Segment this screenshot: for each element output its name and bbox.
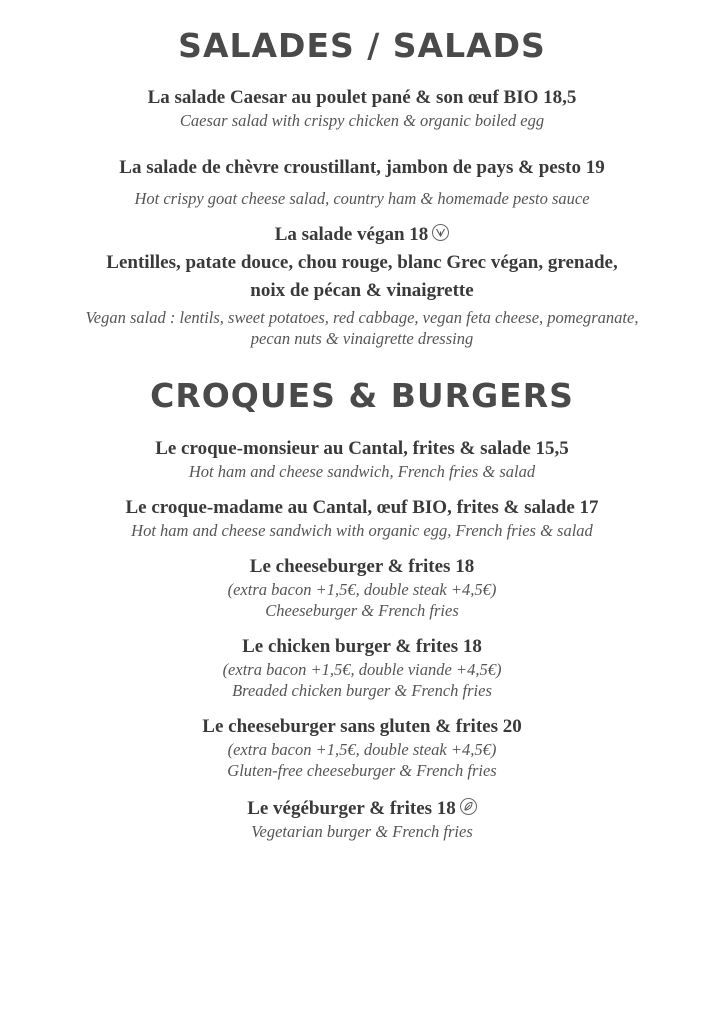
item-name-text: Le végéburger & frites 18 xyxy=(247,798,456,819)
item-name: Le cheeseburger & frites 18 xyxy=(249,556,475,577)
item-description: Caesar salad with crispy chicken & organic boiled egg xyxy=(179,111,545,130)
section-title-salads: SALADES / SALADS xyxy=(178,26,546,65)
menu-item-cheeseburger xyxy=(0,555,724,621)
item-description: Hot ham and cheese sandwich with organic egg, French fries & salad xyxy=(131,521,593,540)
item-name: Le chicken burger & frites 18 xyxy=(242,636,482,657)
item-name xyxy=(0,797,724,821)
item-name: Le croque-monsieur au Cantal, frites & salade 15,5 xyxy=(155,438,569,459)
menu-item-caesar xyxy=(0,86,724,131)
menu-item-gluten-free-cheeseburger xyxy=(0,715,724,781)
menu-item-vegeburger xyxy=(0,797,724,842)
item-name: Le croque-madame au Cantal, œuf BIO, frites & salade 17 xyxy=(125,497,599,518)
item-extras: (extra bacon +1,5€, double steak +4,5€) xyxy=(227,580,497,599)
item-description: Hot ham and cheese sandwich, French fries & salad xyxy=(188,462,536,481)
item-description: Vegetarian burger & French fries xyxy=(251,822,473,841)
item-extras: (extra bacon +1,5€, double steak +4,5€) xyxy=(227,740,497,759)
item-name: La salade de chèvre croustillant, jambon de pays & pesto 19 xyxy=(119,157,605,178)
item-name: Le cheeseburger sans gluten & frites 20 xyxy=(202,716,522,737)
menu-item-croque-monsieur xyxy=(0,437,724,482)
menu-item-croque-madame xyxy=(0,496,724,541)
section-title-croques-burgers: CROQUES & BURGERS xyxy=(150,376,574,415)
item-description-line-1: Vegan salad : lentils, sweet potatoes, red cabbage, vegan feta cheese, pomegranate, xyxy=(85,308,639,327)
item-description-line-2: pecan nuts & vinaigrette dressing xyxy=(250,329,474,348)
item-description: Hot crispy goat cheese salad, country ham & homemade pesto sauce xyxy=(134,189,590,208)
item-name xyxy=(0,223,724,247)
item-description: Cheeseburger & French fries xyxy=(265,601,459,620)
item-name: La salade Caesar au poulet pané & son œuf BIO 18,5 xyxy=(147,87,577,108)
item-description: Breaded chicken burger & French fries xyxy=(232,681,492,700)
vegan-leaf-icon xyxy=(432,224,449,241)
item-details-line-2: noix de pécan & vinaigrette xyxy=(250,280,474,301)
menu-item-vegan-salad xyxy=(0,223,724,349)
menu-item-goat-cheese xyxy=(0,156,724,209)
item-extras: (extra bacon +1,5€, double viande +4,5€) xyxy=(222,660,502,679)
item-name-text: La salade végan 18 xyxy=(274,224,429,245)
vegetarian-leaf-icon xyxy=(460,798,477,815)
item-details-line-1: Lentilles, patate douce, chou rouge, blanc Grec végan, grenade, xyxy=(106,252,618,273)
menu-item-chicken-burger xyxy=(0,635,724,701)
item-description: Gluten-free cheeseburger & French fries xyxy=(227,761,497,780)
